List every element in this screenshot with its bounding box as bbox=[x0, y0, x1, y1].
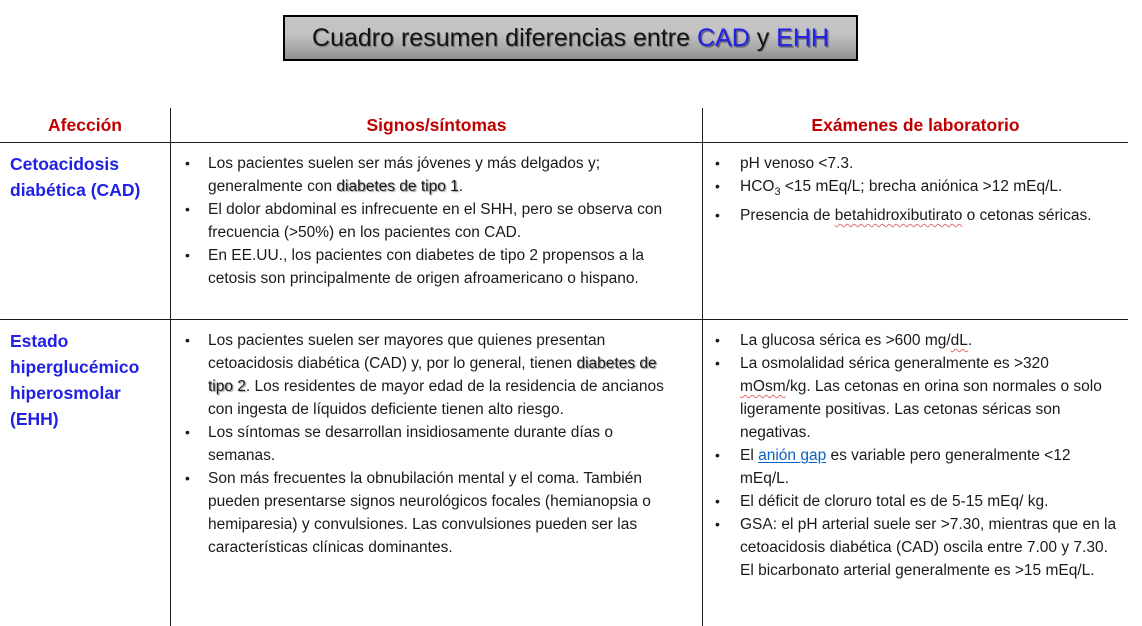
text-segment: mOsm bbox=[740, 378, 786, 395]
labs-cell bbox=[703, 320, 1128, 626]
bullet-text bbox=[740, 329, 1120, 352]
bullet-item bbox=[715, 152, 1120, 175]
text-segment: GSA: el pH arterial suele ser >7.30, mientras que en la cetoacidosis diabética (CAD) oscila entre 7.00 y 7.30. El bicarbonato arterial generalmente es >15 mEq/L. bbox=[740, 516, 1117, 579]
title-banner bbox=[283, 15, 858, 61]
text-segment: La glucosa sérica es >600 mg/ bbox=[740, 332, 951, 349]
bullet-item bbox=[715, 329, 1120, 352]
labs-cell bbox=[703, 143, 1128, 320]
bullet-item bbox=[185, 198, 684, 244]
bullet-text bbox=[740, 444, 1120, 490]
signs-list bbox=[171, 143, 702, 290]
bullet-text bbox=[208, 467, 684, 559]
text-segment: En EE.UU., los pacientes con diabetes de tipo 2 propensos a la cetosis son principalmente de origen afroamericano o hispano. bbox=[208, 247, 644, 287]
bullet-dot-icon: • bbox=[185, 247, 190, 263]
bullet-dot-icon: • bbox=[185, 424, 190, 440]
header-examenes-laboratorio: Exámenes de laboratorio bbox=[703, 108, 1128, 143]
bullet-dot-icon: • bbox=[715, 207, 720, 224]
bullet-dot-icon: • bbox=[185, 470, 190, 486]
bullet-dot-icon: • bbox=[715, 355, 720, 371]
header-afeccion: Afección bbox=[0, 108, 171, 143]
text-segment: Los pacientes suelen ser más jóvenes y más delgados y; generalmente con bbox=[208, 155, 601, 195]
bullet-text bbox=[740, 352, 1120, 444]
text-segment: CAD bbox=[696, 23, 750, 52]
text-segment: diabetes de tipo 2 bbox=[208, 355, 657, 395]
bullet-text bbox=[740, 490, 1120, 513]
bullet-dot-icon: • bbox=[715, 178, 720, 194]
text-segment: El déficit de cloruro total es de 5-15 mEq/ kg. bbox=[740, 493, 1049, 510]
text-segment: o cetonas séricas. bbox=[962, 207, 1092, 225]
text-segment: betahidroxibutirato bbox=[834, 207, 963, 225]
bullet-item bbox=[185, 467, 684, 559]
bullet-item bbox=[715, 444, 1120, 490]
signs-cell bbox=[171, 320, 703, 626]
bullet-item bbox=[715, 513, 1120, 582]
bullet-text bbox=[208, 244, 684, 290]
signs-cell bbox=[171, 143, 703, 320]
title-text bbox=[312, 24, 829, 53]
text-segment: /kg. Las cetonas en orina son normales o solo ligeramente positivas. Las cetonas séricas son negativas. bbox=[740, 378, 1102, 441]
bullet-dot-icon: • bbox=[185, 201, 190, 217]
text-segment: diabetes de tipo 1 bbox=[336, 178, 459, 195]
comparison-table bbox=[0, 108, 1128, 626]
text-segment: Son más frecuentes la obnubilación mental y el coma. También pueden presentarse signos neurológicos focales (hemianopsia o hemiparesia) y convulsiones. Las convulsiones pueden ser las características clínicas dominantes. bbox=[208, 470, 651, 556]
text-segment: HCO bbox=[740, 178, 775, 195]
bullet-text bbox=[740, 152, 1120, 175]
signs-list bbox=[171, 320, 702, 559]
bullet-item bbox=[185, 152, 684, 198]
bullet-text bbox=[208, 198, 684, 244]
anion-gap-link[interactable]: anión gap bbox=[758, 447, 827, 464]
text-segment: Los síntomas se desarrollan insidiosamente durante días o semanas. bbox=[208, 424, 613, 464]
bullet-item bbox=[715, 175, 1120, 204]
bullet-dot-icon: • bbox=[715, 155, 720, 171]
condition-label: Cetoacidosis diabética (CAD) bbox=[0, 143, 171, 320]
text-segment: EHH bbox=[776, 23, 829, 52]
header-signos-sintomas: Signos/síntomas bbox=[171, 108, 703, 143]
text-segment: es variable pero generalmente <12 mEq/L. bbox=[740, 447, 1071, 487]
text-segment: Los pacientes suelen ser mayores que quienes presentan cetoacidosis diabética (CAD) y, por lo general, tienen bbox=[208, 332, 606, 372]
text-segment: y bbox=[749, 23, 777, 52]
bullet-dot-icon: • bbox=[715, 516, 720, 532]
bullet-text bbox=[740, 204, 1120, 227]
bullet-text bbox=[208, 421, 684, 467]
bullet-item bbox=[185, 421, 684, 467]
text-segment: pH venoso <7.3. bbox=[740, 155, 854, 172]
bullet-dot-icon: • bbox=[185, 332, 190, 348]
text-segment: El dolor abdominal es infrecuente en el SHH, pero se observa con frecuencia (>50%) en los pacientes con CAD. bbox=[208, 201, 663, 241]
labs-list bbox=[703, 320, 1128, 582]
text-segment: . Los residentes de mayor edad de la residencia de ancianos con ingesta de líquidos deficiente tienen alto riesgo. bbox=[208, 378, 664, 418]
text-segment: La osmolalidad sérica generalmente es >320 bbox=[740, 355, 1049, 372]
bullet-item bbox=[185, 329, 684, 421]
bullet-dot-icon: • bbox=[185, 155, 190, 171]
text-segment: 3 bbox=[774, 186, 781, 199]
bullet-item bbox=[715, 490, 1120, 513]
text-segment: Presencia de bbox=[740, 207, 835, 225]
bullet-item bbox=[715, 204, 1120, 227]
bullet-item bbox=[185, 244, 684, 290]
bullet-dot-icon: • bbox=[715, 447, 720, 463]
condition-label: Estado hiperglucémico hiperosmolar (EHH) bbox=[0, 320, 171, 626]
text-segment: dL bbox=[950, 332, 968, 349]
bullet-text bbox=[208, 152, 684, 198]
bullet-text bbox=[740, 513, 1120, 582]
bullet-item bbox=[715, 352, 1120, 444]
labs-list bbox=[703, 143, 1128, 227]
bullet-dot-icon: • bbox=[715, 493, 720, 509]
text-segment: . bbox=[967, 332, 973, 349]
text-segment: El bbox=[740, 447, 759, 464]
text-segment: Cuadro resumen diferencias entre bbox=[312, 23, 697, 52]
text-segment: <15 mEq/L; brecha aniónica >12 mEq/L. bbox=[780, 178, 1063, 195]
bullet-dot-icon: • bbox=[715, 332, 720, 348]
bullet-text bbox=[740, 175, 1120, 204]
text-segment: . bbox=[458, 178, 464, 195]
bullet-text bbox=[208, 329, 684, 421]
